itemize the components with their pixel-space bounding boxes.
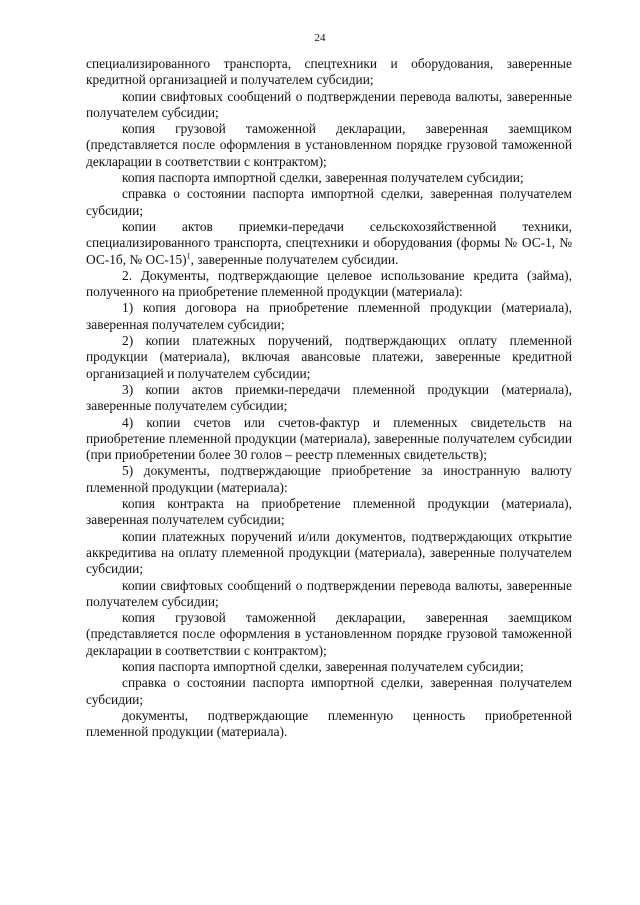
list-item: 2) копии платежных поручений, подтверждающих оплату племенной продукции (материала), включая авансовые платежи, заверенные кредитной организацией и получателем субсидии; (86, 333, 572, 381)
paragraph: копия паспорта импортной сделки, заверенная получателем субсидии; (122, 658, 524, 674)
list-item: 1) копия договора на приобретение племенной продукции (материала), заверенная получателем субсидии; (86, 300, 572, 332)
paragraph: копия паспорта импортной сделки, заверенная получателем субсидии; (122, 170, 524, 186)
paragraph-tail: , заверенные получателем субсидии. (190, 251, 399, 267)
list-item: 3) копии актов приемки-передачи племенной продукции (материала), заверенные получателем субсидии; (86, 381, 572, 414)
paragraph-with-footnote (86, 219, 572, 268)
paragraph: копии платежных поручений и/или документов, подтверждающих открытие аккредитива на оплату племенной продукции (материала), заверенные получателем субсидии; (86, 528, 572, 577)
paragraph: справка о состоянии паспорта импортной сделки, заверенная получателем субсидии; (86, 675, 572, 707)
paragraph: специализированного транспорта, спецтехники и оборудования, заверенные кредитной организацией и получателем субсидии; (86, 56, 572, 88)
list-item: 5) документы, подтверждающие приобретение за иностранную валюту племенной продукции (материала): (86, 463, 572, 495)
paragraph: копия контракта на приобретение племенной продукции (материала), заверенная получателем субсидии; (86, 496, 572, 528)
section-heading-paragraph: 2. Документы, подтверждающие целевое использование кредита (займа), полученного на приобретение племенной продукции (материала): (86, 267, 572, 300)
page-number: 24 (314, 32, 326, 44)
paragraph: справка о состоянии паспорта импортной сделки, заверенная получателем субсидии; (86, 186, 572, 218)
footnote-marker: 1 (186, 251, 191, 261)
paragraph-text: копии актов приемки-передачи сельскохозяйственной техники, специализированного транспорта, спецтехники и оборудования (формы № ОС-1, № ОС-1б, № ОС-15) (86, 218, 572, 267)
document-body (86, 56, 572, 740)
paragraph: копии свифтовых сообщений о подтверждении перевода валюты, заверенные получателем субсидии; (86, 88, 572, 120)
paragraph: копия грузовой таможенной декларации, заверенная заемщиком (представляется после оформления в установленном порядке грузовой таможенной декларации в соответствии с контрактом); (86, 121, 572, 169)
paragraph: копия грузовой таможенной декларации, заверенная заемщиком (представляется после оформления в установленном порядке грузовой таможенной декларации в соответствии с контрактом); (86, 610, 572, 658)
paragraph: документы, подтверждающие племенную ценность приобретенной племенной продукции (материала). (86, 707, 572, 740)
paragraph: копии свифтовых сообщений о подтверждении перевода валюты, заверенные получателем субсидии; (86, 577, 572, 609)
list-item: 4) копии счетов или счетов-фактур и племенных свидетельств на приобретение племенной продукции (материала), заверенные получателем субсидии (при приобретении более 30 голов – реестр племенных свидетельств); (86, 414, 572, 463)
